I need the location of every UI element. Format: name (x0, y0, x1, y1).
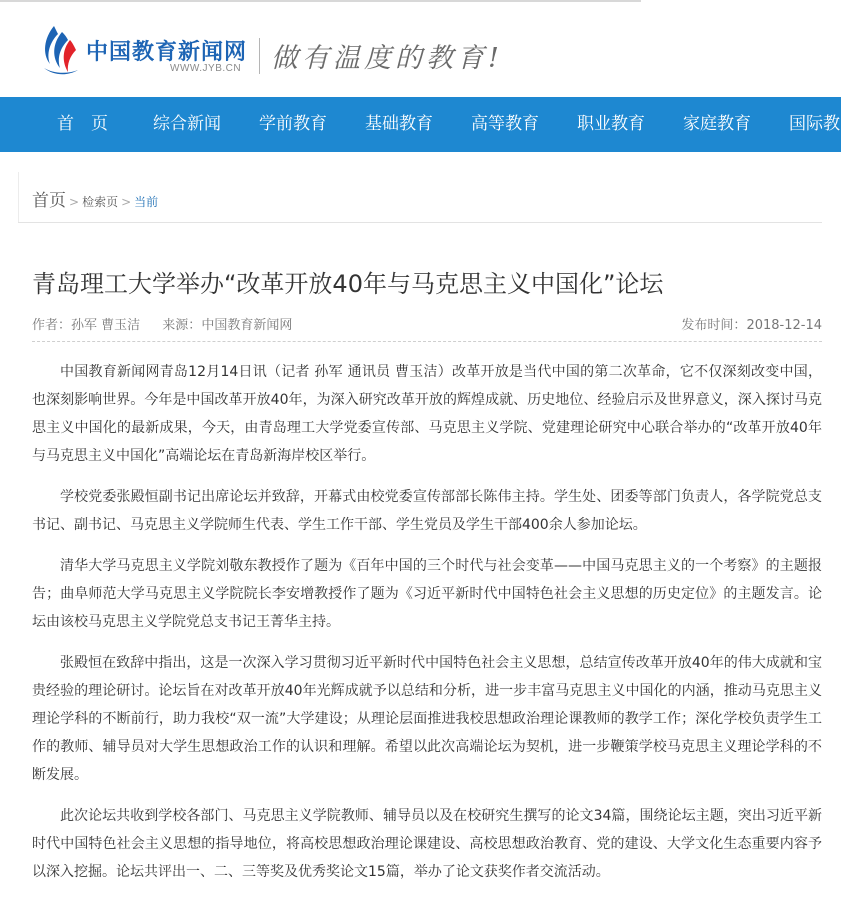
source-label: 来源： (162, 318, 202, 333)
nav-item-home[interactable]: 首 页 (57, 114, 108, 134)
breadcrumb-current: 当前 (134, 195, 159, 209)
nav-item-higher-education[interactable]: 高等教育 (471, 114, 539, 134)
breadcrumb-home[interactable]: 首页 (32, 191, 66, 211)
meta-divider (32, 341, 822, 342)
chevron-right-icon: > (121, 195, 132, 209)
top-divider (0, 0, 641, 2)
article-paragraph: 学校党委张殿恒副书记出席论坛并致辞，开幕式由校党委宣传部部长陈伟主持。学生处、团委等部门负责人，各学院党总支书记、副书记、马克思主义学院师生代表、学生工作干部、学生党员及学生干部400余人参加论坛。 (32, 489, 822, 533)
logo-divider (259, 38, 260, 74)
article-byline (32, 314, 292, 333)
site-name[interactable]: 中国教育新闻网 (86, 39, 248, 65)
date-label: 发布时间： (681, 318, 747, 333)
author-value: 孙军 曹玉洁 (71, 318, 141, 333)
article-paragraph: 清华大学马克思主义学院刘敬东教授作了题为《百年中国的三个时代与社会变革——中国马克思主义的一个考察》的主题报告；曲阜师范大学马克思主义学院院长李安增教授作了题为《习近平新时代中国特色社会主义思想的历史定位》的主题发言。论坛由该校马克思主义学院党总支书记王菁华主持。 (32, 558, 822, 630)
nav-item-general-news[interactable]: 综合新闻 (153, 114, 221, 134)
flame-logo-icon[interactable] (40, 24, 80, 78)
nav-item-basic-education[interactable]: 基础教育 (365, 114, 433, 134)
nav-item-vocational[interactable]: 职业教育 (577, 114, 645, 134)
site-header (0, 0, 841, 97)
breadcrumb-divider (18, 222, 822, 223)
article-title: 青岛理工大学举办“改革开放40年与马克思主义中国化”论坛 (32, 270, 664, 298)
main-nav (0, 97, 857, 152)
author-label: 作者： (32, 318, 72, 333)
chevron-right-icon: > (69, 195, 80, 209)
content-frame-edge (18, 172, 19, 222)
article-paragraph: 此次论坛共收到学校各部门、马克思主义学院教师、辅导员以及在校研究生撰写的论文34篇，围绕论坛主题，突出习近平新时代中国特色社会主义思想的指导地位，将高校思想政治理论课建设、高校思想政治教育、党的建设、大学文化生态重要内容予以深入挖掘。论坛共评出一、二、三等奖及优秀奖论文15篇，举办了论文获奖作者交流活动。 (32, 808, 822, 880)
breadcrumb (32, 186, 158, 210)
site-slogan: 做有温度的教育! (271, 43, 503, 74)
breadcrumb-search[interactable]: 检索页 (82, 195, 119, 209)
nav-item-family[interactable]: 家庭教育 (683, 114, 751, 134)
site-domain: WWW.JYB.CN (170, 63, 242, 74)
article-body (32, 358, 822, 899)
nav-item-international[interactable]: 国际教育 (789, 114, 857, 134)
source-value: 中国教育新闻网 (201, 318, 293, 333)
nav-item-preschool[interactable]: 学前教育 (259, 114, 327, 134)
article-paragraph: 张殿恒在致辞中指出，这是一次深入学习贯彻习近平新时代中国特色社会主义思想，总结宣传改革开放40年的伟大成就和宝贵经验的理论研讨。论坛旨在对改革开放40年光辉成就予以总结和分析，进一步丰富马克思主义中国化的内涵，推动马克思主义理论学科的不断前行，助力我校“双一流”大学建设；从理论层面推进我校思想政治理论课教师的教学工作；深化学校负责学生工作的教师、辅导员对大学生思想政治工作的认识和理解。希望以此次高端论坛为契机，进一步鞭策学校马克思主义理论学科的不断发展。 (32, 655, 822, 783)
publish-date (681, 314, 822, 333)
article-paragraph: 中国教育新闻网青岛12月14日讯（记者 孙军 通讯员 曹玉洁）改革开放是当代中国的第二次革命，它不仅深刻改变中国，也深刻影响世界。今年是中国改革开放40年，为深入研究改革开放的辉煌成就、历史地位、经验启示及世界意义，深入探讨马克思主义中国化的最新成果，今天，由青岛理工大学党委宣传部、马克思主义学院、党建理论研究中心联合举办的“改革开放40年与马克思主义中国化”高端论坛在青岛新海岸校区举行。 (32, 364, 822, 464)
date-value: 2018-12-14 (746, 318, 822, 333)
